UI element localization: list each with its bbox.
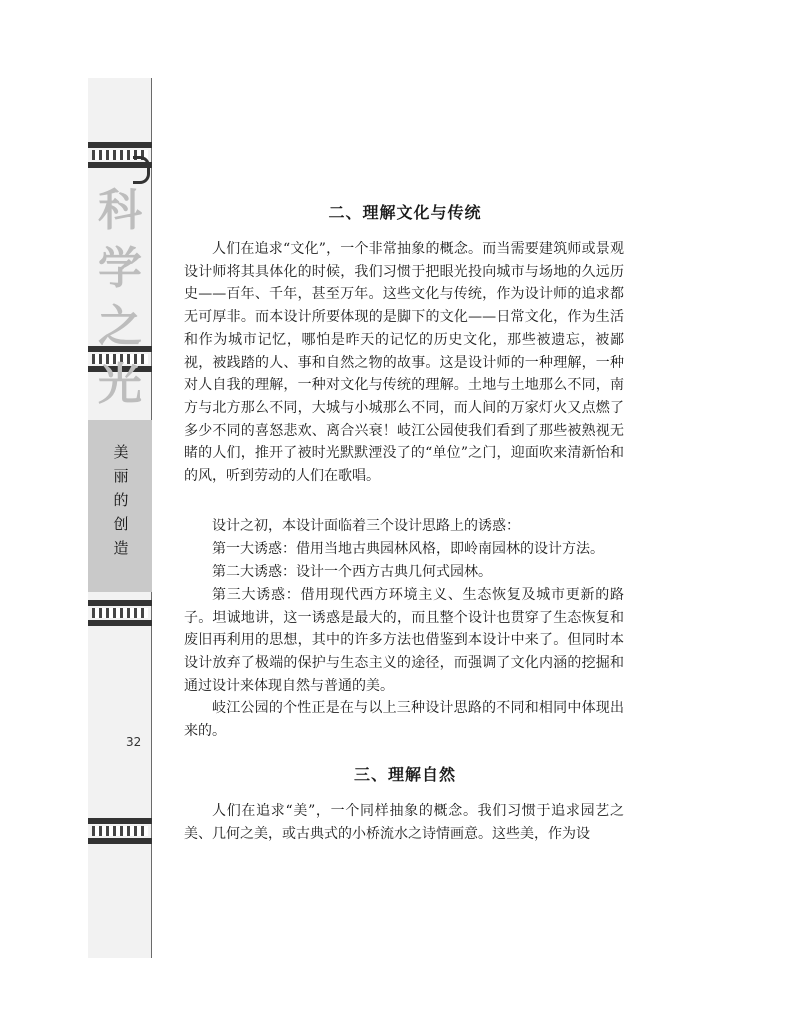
paragraph: 设计之初，本设计面临着三个设计思路上的诱惑： xyxy=(212,518,520,534)
paragraph: 第二大诱惑：设计一个西方古典几何式园林。 xyxy=(212,564,492,580)
page-number: 32 xyxy=(126,735,142,749)
ornament-lower-icon xyxy=(88,600,152,626)
book-title: 科 学 之 光 xyxy=(98,185,142,410)
paragraph: 人们在追求“文化”，一个非常抽象的概念。而当需要建筑师或景观设计师将其具体化的时候，我们习惯于把眼光投向城市与场地的久远历史——百年、千年，甚至万年。这些文化与传统，作为设计师的追求都无可厚非。而本设计所要体现的是脚下的文化——日常文化，作为生活和作为城市记忆，哪怕是昨天的记忆的历史文化，那些被遗忘，被鄙视，被践踏的人、事和自然之物的故事。这是设计师的一种理解，一种对人自我的理解，一种对文化与传统的理解。土地与土地那么不同，南方与北方那么不同，大城与小城那么不同，而人间的万家灯火又点燃了多少不同的喜怒悲欢、离合兴衰！岐江公园使我们看到了那些被熟视无睹的人们，推开了被时光默默湮没了的“单位”之门，迎面吹来清新怡和的风，听到劳动的人们在歌唱。 xyxy=(184,241,624,485)
paragraph: 岐江公园的个性正是在与以上三种设计思路的不同和相同中体现出来的。 xyxy=(184,700,624,739)
paragraph: 人们在追求“美”，一个同样抽象的概念。我们习惯于追求园艺之美、几何之美，或古典式的小桥流水之诗情画意。这些美，作为设 xyxy=(184,803,624,842)
paragraph: 第一大诱惑：借用当地古典园林风格，即岭南园林的设计方法。 xyxy=(212,541,604,557)
ornament-bottom-icon xyxy=(88,818,152,844)
paragraph: 第三大诱惑：借用现代西方环境主义、生态恢复及城市更新的路子。坦诚地讲，这一诱惑是最大的，而且整个设计也贯穿了生态恢复和废旧再利用的思想，其中的许多方法也借鉴到本设计中来了。但同时本设计放弃了极端的保护与生态主义的途径，而强调了文化内涵的挖掘和通过设计来体现自然与普通的美。 xyxy=(184,587,624,694)
ornament-top-icon xyxy=(88,142,152,168)
section-heading: 三、理解自然 xyxy=(353,765,456,784)
section-heading: 二、理解文化与传统 xyxy=(328,203,482,222)
chapter-title: 美 丽 的 创 造 xyxy=(113,443,129,557)
